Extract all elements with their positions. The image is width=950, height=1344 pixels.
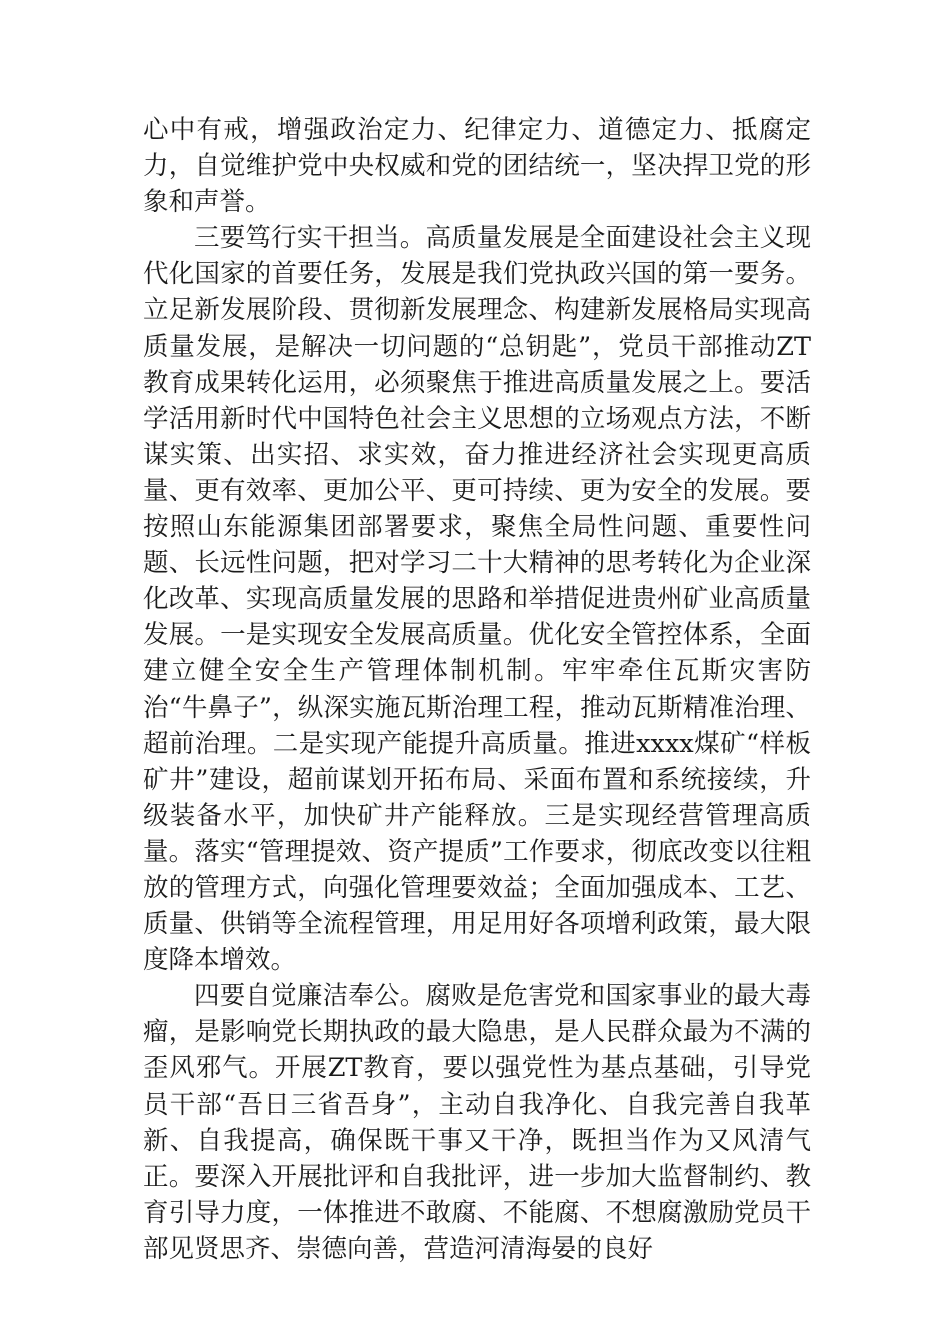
document-body (143, 112, 811, 1267)
paragraph-san-yao: 三要笃行实干担当。高质量发展是全面建设社会主义现代化国家的首要任务，发展是我们党执政兴国的第一要务。立足新发展阶段、贯彻新发展理念、构建新发展格局实现高质量发展，是解决一切问题的“总钥匙”，党员干部推动ZT教育成果转化运用，必须聚焦于推进高质量发展之上。要活学活用新时代中国特色社会主义思想的立场观点方法，不断谋实策、出实招、求实效，奋力推进经济社会实现更高质量、更有效率、更加公平、更可持续、更为安全的发展。要按照山东能源集团部署要求，聚焦全局性问题、重要性问题、长远性问题，把对学习二十大精神的思考转化为企业深化改革、实现高质量发展的思路和举措促进贵州矿业高质量发展。一是实现安全发展高质量。优化安全管控体系，全面建立健全安全生产管理体制机制。牢牢牵住瓦斯灾害防治“牛鼻子”，纵深实施瓦斯治理工程，推动瓦斯精准治理、超前治理。二是实现产能提升高质量。推进xxxx煤矿“样板矿井”建设，超前谋划开拓布局、采面布置和系统接续，升级装备水平，加快矿井产能释放。三是实现经营管理高质量。落实“管理提效、资产提质”工作要求，彻底改变以往粗放的管理方式，向强化管理要效益；全面加强成本、工艺、质量、供销等全流程管理，用足用好各项增利政策，最大限度降本增效。 (143, 223, 811, 976)
paragraph-si-yao: 四要自觉廉洁奉公。腐败是危害党和国家事业的最大毒瘤，是影响党长期执政的最大隐患，是人民群众最为不满的歪风邪气。开展ZT教育，要以强党性为基点基础，引导党员干部“吾日三省吾身”，主动自我净化、自我完善自我革新、自我提高，确保既干事又干净，既担当作为又风清气正。要深入开展批评和自我批评，进一步加大监督制约、教育引导力度，一体推进不敢腐、不能腐、不想腐激励党员干部见贤思齐、崇德向善，营造河清海晏的良好 (143, 981, 811, 1264)
paragraph-continuation: 心中有戒，增强政治定力、纪律定力、道德定力、抵腐定力，自觉维护党中央权威和党的团结统一，坚决捍卫党的形象和声誉。 (143, 115, 811, 218)
